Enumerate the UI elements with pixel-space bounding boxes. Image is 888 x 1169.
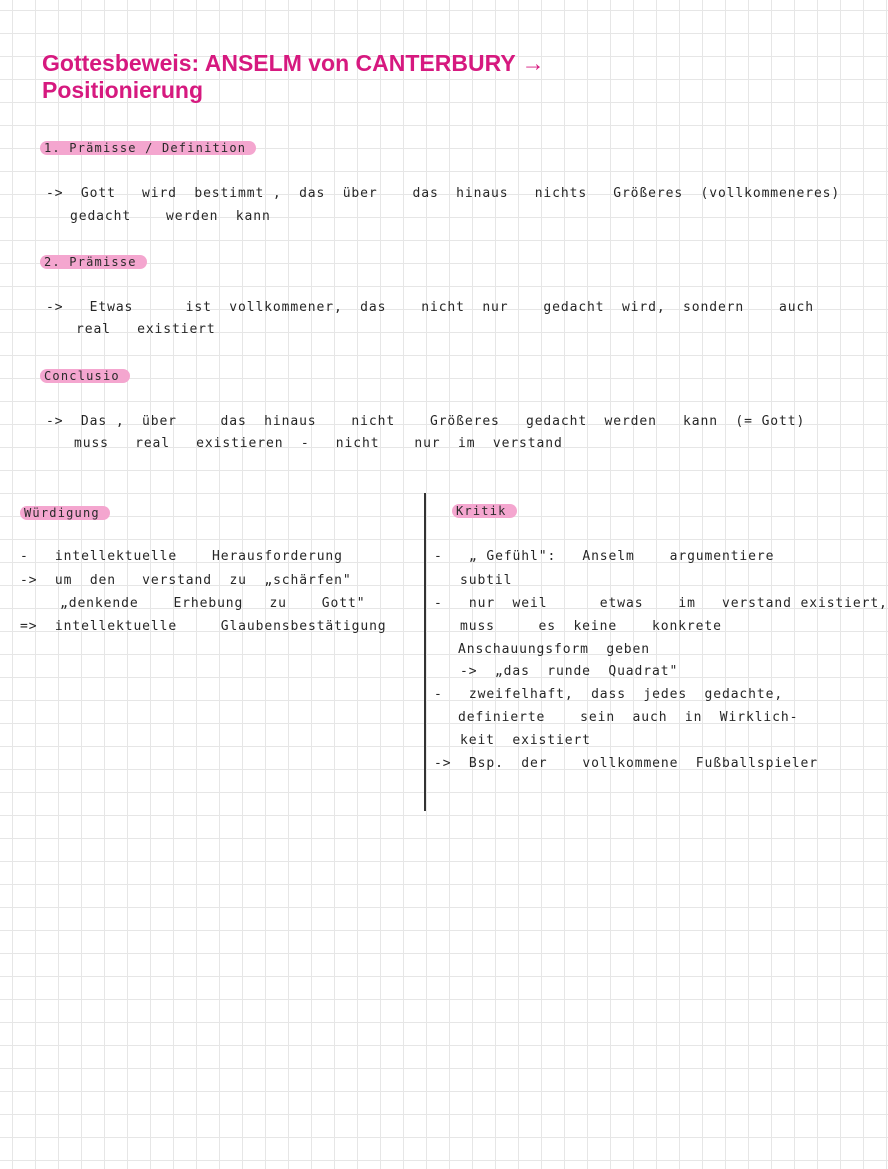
wuerdigung-line-1: - intellektuelle Herausforderung xyxy=(20,549,343,564)
page-title xyxy=(42,50,545,104)
kritik-line-1: - „ Gefühl": Anselm argumentiere xyxy=(434,549,775,564)
title-line-1: Gottesbeweis: ANSELM von CANTERBURY → xyxy=(42,50,545,76)
praemisse-1-line-1: -> Gott wird bestimmt , das über das hinaus nichts Größeres (vollkommeneres) xyxy=(46,186,841,201)
kritik-line-6: -> „das runde Quadrat" xyxy=(460,664,679,679)
kritik-line-10: -> Bsp. der vollkommene Fußballspieler xyxy=(434,756,818,771)
conclusio-line-1: -> Das , über das hinaus nicht Größeres gedacht werden kann (= Gott) xyxy=(46,414,806,429)
kritik-line-2: subtil xyxy=(460,573,513,588)
wuerdigung-line-2: -> um den verstand zu „schärfen" xyxy=(20,573,352,588)
kritik-heading: Kritik xyxy=(452,504,517,518)
praemisse-2-line-2: real existiert xyxy=(76,322,216,337)
kritik-line-4: muss es keine konkrete xyxy=(460,619,722,634)
kritik-line-5: Anschauungsform geben xyxy=(458,642,650,657)
conclusio-line-2: muss real existieren - nicht nur im verstand xyxy=(74,436,563,451)
wuerdigung-line-4: => intellektuelle Glaubensbestätigung xyxy=(20,619,387,634)
kritik-line-8: definierte sein auch in Wirklich- xyxy=(458,710,799,725)
kritik-line-3: - nur weil etwas im verstand existiert, xyxy=(434,596,888,611)
wuerdigung-line-3: „denkende Erhebung zu Gott" xyxy=(60,596,366,611)
praemisse-2-heading: 2. Prämisse xyxy=(40,255,147,269)
praemisse-2-line-1: -> Etwas ist vollkommener, das nicht nur gedacht wird, sondern auch xyxy=(46,300,814,315)
kritik-line-7: - zweifelhaft, dass jedes gedachte, xyxy=(434,687,784,702)
praemisse-1-heading: 1. Prämisse / Definition xyxy=(40,141,256,155)
column-divider xyxy=(424,493,426,811)
conclusio-heading: Conclusio xyxy=(40,369,130,383)
kritik-line-9: keit existiert xyxy=(460,733,591,748)
title-line-2: Positionierung xyxy=(42,77,203,103)
wuerdigung-heading: Würdigung xyxy=(20,506,110,520)
praemisse-1-line-2: gedacht werden kann xyxy=(70,209,271,224)
